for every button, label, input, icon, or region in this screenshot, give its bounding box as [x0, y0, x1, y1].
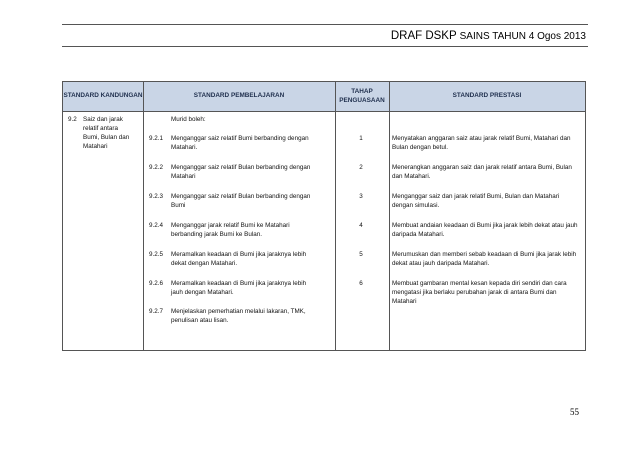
col-header-tahap-penguasaan: TAHAP PENGUASAAN — [339, 87, 385, 104]
page-number: 55 — [570, 407, 579, 417]
learning-standard-code: 9.2.1 — [149, 135, 164, 142]
performance-standard-text: Membuat andaian keadaan di Bumi jika jarak lebih dekat atau jauh daripada Matahari. — [392, 222, 578, 239]
performance-standard-text: Merumuskan dan memberi sebab keadaan di Bumi jika jarak lebih dekat atau jauh daripada Matahari. — [392, 251, 577, 268]
performance-standard-text: Menerangkan anggaran saiz dan jarak relatif antara Bumi, Bulan dan Matahari. — [392, 164, 572, 181]
content-standard-text: Saiz dan jarak relatif antara Bumi, Bulan dan Matahari — [83, 116, 130, 151]
learning-standard-text: Menganggar saiz relatif Bumi berbanding dengan Matahari. — [171, 135, 309, 152]
performance-standard-text: Menyatakan anggaran saiz atau jarak relatif Bumi, Matahari dan Bulan dengan betul. — [392, 135, 571, 152]
performance-level: 2 — [359, 164, 363, 171]
column-divider — [143, 82, 144, 350]
col-header-standard-prestasi: STANDARD PRESTASI — [452, 92, 522, 100]
header-title-tail: SAINS TAHUN 4 Ogos 2013 — [459, 31, 586, 42]
learning-standard-code: 9.2.7 — [149, 308, 164, 315]
standards-table — [62, 81, 586, 351]
learning-standard-code: 9.2.5 — [149, 251, 164, 258]
performance-level: 6 — [359, 280, 363, 287]
learning-standard-code: 9.2.3 — [149, 193, 164, 200]
learning-standard-text: Menganggar jarak relatif Bumi ke Matahari berbanding jarak Bumi ke Bulan. — [171, 222, 290, 239]
performance-level: 1 — [359, 135, 363, 142]
header-rule-top — [62, 24, 588, 25]
learning-standard-text: Menganggar saiz relatif Bulan berbanding dengan Bumi — [171, 193, 311, 210]
learning-standard-code: 9.2.2 — [149, 164, 164, 171]
document-header — [391, 30, 586, 42]
learning-standard-text: Menganggar saiz relatif Bulan berbanding dengan Matahari — [171, 164, 311, 181]
performance-level: 5 — [359, 251, 363, 258]
performance-level: 4 — [359, 222, 363, 229]
header-title-main: DRAF DSKP — [390, 30, 457, 42]
learning-standard-text: Menjelaskan pemerhatian melalui lakaran, TMK, penulisan atau lisan. — [171, 308, 306, 325]
performance-level: 3 — [359, 193, 363, 200]
content-standard-number: 9.2 — [68, 116, 77, 123]
table-header — [63, 82, 585, 112]
learning-standard-text: Meramalkan keadaan di Bumi jika jaraknya lebih dekat dengan Matahari. — [171, 251, 307, 268]
performance-standard-text: Membuat gambaran mental kesan kepada diri sendiri dan cara mengatasi jika berlaku perubahan jarak di antara Bumi dan Matahari — [392, 280, 567, 306]
column-divider — [335, 82, 336, 350]
learning-standard-text: Meramalkan keadaan di Bumi jika jaraknya lebih jauh dengan Matahari. — [171, 280, 307, 297]
learning-standard-code: 9.2.6 — [149, 280, 164, 287]
col-header-standard-kandungan: STANDARD KANDUNGAN — [63, 92, 143, 100]
header-rule-bottom — [62, 46, 588, 47]
column-divider — [389, 82, 390, 350]
learning-standard-code: 9.2.4 — [149, 222, 164, 229]
learning-intro: Murid boleh: — [171, 116, 206, 123]
col-header-standard-pembelajaran: STANDARD PEMBELAJARAN — [193, 92, 285, 100]
performance-standard-text: Menganggar saiz dan jarak relatif Bumi, Bulan dan Matahari dengan simulasi. — [392, 193, 560, 210]
